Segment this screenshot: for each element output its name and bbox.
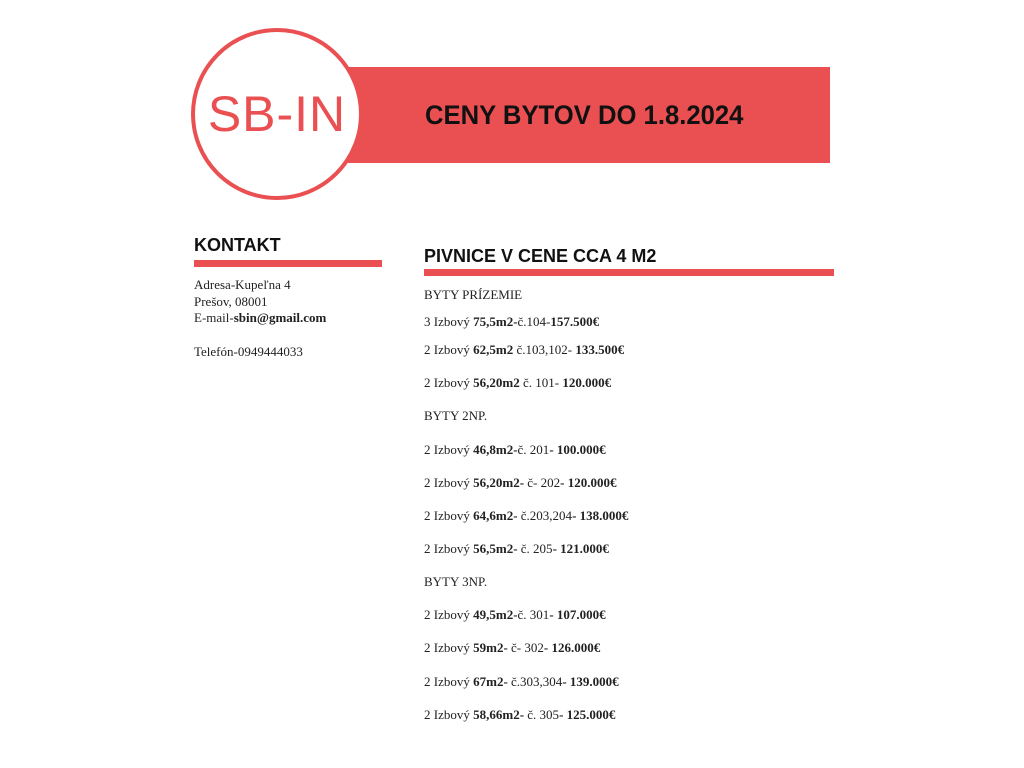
email-label: E-mail- <box>194 310 234 325</box>
apartment-row: 2 Izbový 56,20m2- č- 202- 120.000€ <box>424 475 617 490</box>
apartment-row: 2 Izbový 46,8m2-č. 201- 100.000€ <box>424 442 606 457</box>
listing-heading: PIVNICE V CENE CCA 4 M2 <box>424 246 657 266</box>
section-title: BYTY 3NP. <box>424 574 488 589</box>
address-line: Adresa-Kupeľna 4 <box>194 277 291 292</box>
apartment-row: 2 Izbový 64,6m2- č.203,204- 138.000€ <box>424 508 629 523</box>
logo-circle <box>191 28 363 200</box>
email-line <box>194 310 326 327</box>
apartment-row: 2 Izbový 62,5m2 č.103,102- 133.500€ <box>424 342 625 357</box>
apartment-row: 2 Izbový 56,20m2 č. 101- 120.000€ <box>424 375 612 390</box>
apartment-row: 2 Izbový 49,5m2-č. 301- 107.000€ <box>424 607 606 622</box>
section-title: BYTY PRÍZEMIE <box>424 287 523 302</box>
apartment-row: 2 Izbový 67m2- č.303,304- 139.000€ <box>424 674 619 689</box>
contact-divider <box>194 260 382 267</box>
contact-heading: KONTAKT <box>194 235 281 255</box>
apartment-row: 3 Izbový 75,5m2-č.104-157.500€ <box>424 314 600 329</box>
logo-text: SB-IN <box>207 86 347 142</box>
apartment-row: 2 Izbový 59m2- č- 302- 126.000€ <box>424 640 601 655</box>
apartment-row: 2 Izbový 58,66m2- č. 305- 125.000€ <box>424 707 616 722</box>
city-line: Prešov, 08001 <box>194 293 268 309</box>
section-title: BYTY 2NP. <box>424 408 488 423</box>
page-title: CENY BYTOV DO 1.8.2024 <box>425 100 744 130</box>
apartment-row: 2 Izbový 56,5m2- č. 205- 121.000€ <box>424 541 609 556</box>
listing-divider <box>424 269 834 276</box>
contact-block <box>194 277 326 360</box>
phone-line: Telefón-0949444033 <box>194 343 303 359</box>
email-link[interactable]: sbin@gmail.com <box>233 310 327 325</box>
